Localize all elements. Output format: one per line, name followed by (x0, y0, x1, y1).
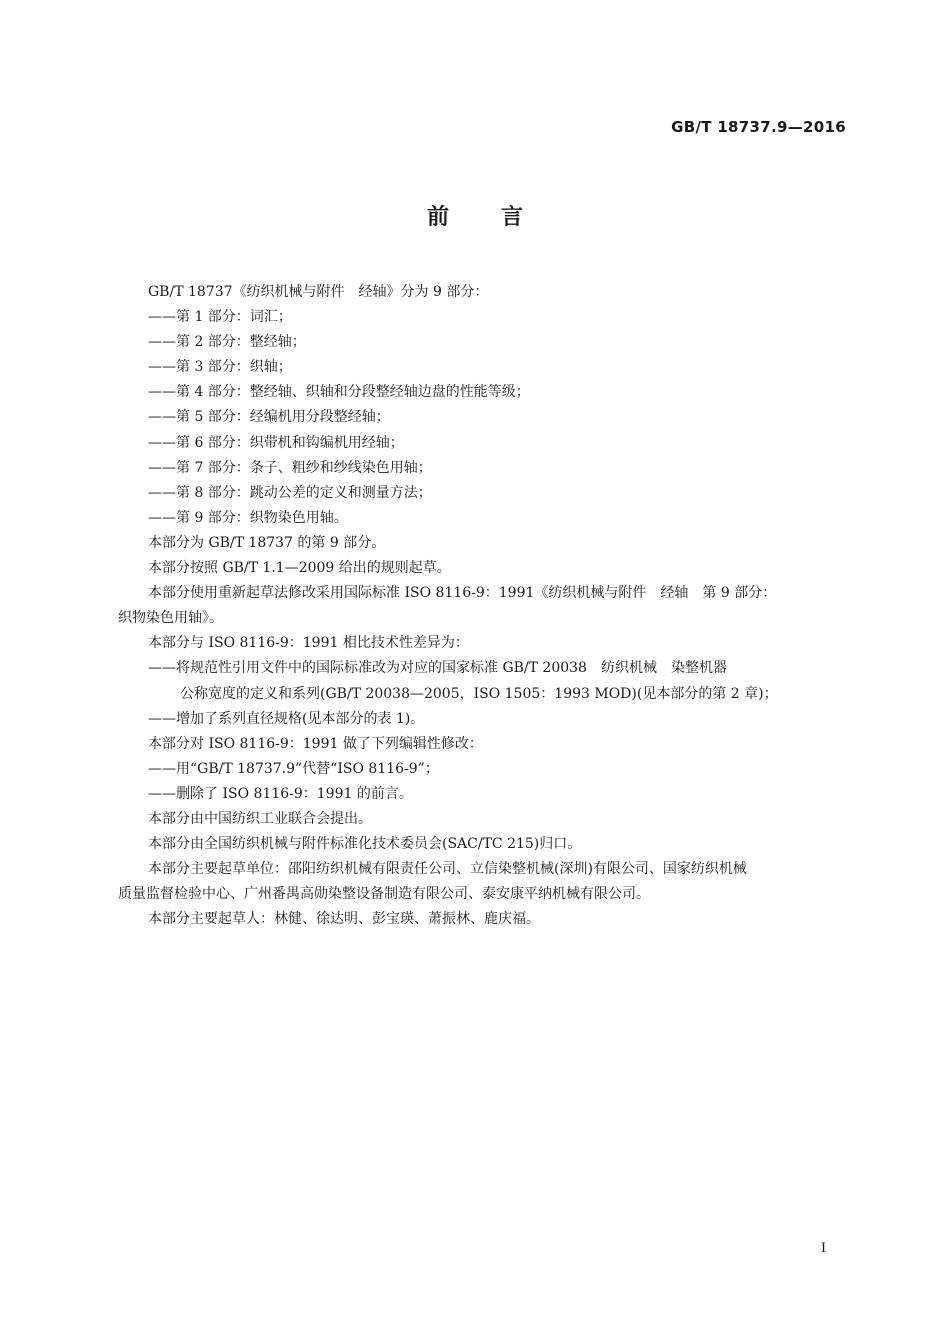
list-item: ——第 4 部分：整经轴、织轴和分段整经轴边盘的性能等级； (148, 384, 530, 401)
paragraph: 本部分对 ISO 8116-9：1991 做了下列编辑性修改： (148, 735, 483, 752)
list-item: ——增加了系列直径规格(见本部分的表 1)。 (148, 710, 425, 727)
list-item: ——将规范性引用文件中的国际标准改为对应的国家标准 GB/T 20038 纺织机械 染整机器 (148, 660, 727, 677)
standard-number: GB/T 18737.9—2016 (671, 118, 846, 136)
paragraph-continuation: 质量监督检验中心、广州番禺高勋染整设备制造有限公司、泰安康平纳机械有限公司。 (118, 886, 650, 903)
list-item: ——用“GB/T 18737.9”代替“ISO 8116-9”； (148, 760, 439, 777)
paragraph: 本部分主要起草人：林健、徐达明、彭宝瑛、萧振林、鹿庆福。 (148, 911, 540, 928)
list-item-continuation: 公称宽度的定义和系列(GB/T 20038—2005，ISO 1505：1993 MOD)(见本部分的第 2 章)； (180, 685, 778, 702)
paragraph: 本部分由中国纺织工业联合会提出。 (148, 810, 372, 827)
page-title: 前言 (426, 205, 575, 230)
list-item: ——第 1 部分：词汇； (148, 309, 292, 326)
list-item: ——第 8 部分：跳动公差的定义和测量方法； (148, 484, 432, 501)
paragraph: 本部分由全国纺织机械与附件标准化技术委员会(SAC/TC 215)归口。 (148, 836, 582, 853)
paragraph: GB/T 18737《纺织机械与附件 经轴》分为 9 部分： (148, 284, 489, 300)
list-item: ——第 9 部分：织物染色用轴。 (148, 509, 348, 526)
page-number: I (821, 1240, 826, 1256)
paragraph-continuation: 织物染色用轴》。 (118, 610, 223, 627)
list-item: ——删除了 ISO 8116-9：1991 的前言。 (148, 785, 413, 802)
paragraph: 本部分与 ISO 8116-9：1991 相比技术性差异为： (148, 635, 469, 652)
paragraph: 本部分为 GB/T 18737 的第 9 部分。 (148, 534, 386, 551)
list-item: ——第 6 部分：织带机和钩编机用经轴； (148, 434, 404, 451)
paragraph: 本部分使用重新起草法修改采用国际标准 ISO 8116-9：1991《纺织机械与附件 经轴 第 9 部分： (148, 585, 777, 602)
foreword-body (118, 280, 848, 932)
list-item: ——第 7 部分：条子、粗纱和纱线染色用轴； (148, 459, 432, 476)
paragraph: 本部分按照 GB/T 1.1—2009 给出的规则起草。 (148, 560, 451, 577)
list-item: ——第 5 部分：经编机用分段整经轴； (148, 409, 390, 426)
list-item: ——第 3 部分：织轴； (148, 359, 292, 376)
list-item: ——第 2 部分：整经轴； (148, 334, 306, 351)
paragraph: 本部分主要起草单位：邵阳纺织机械有限责任公司、立信染整机械(深圳)有限公司、国家纺织机械 (148, 861, 747, 878)
